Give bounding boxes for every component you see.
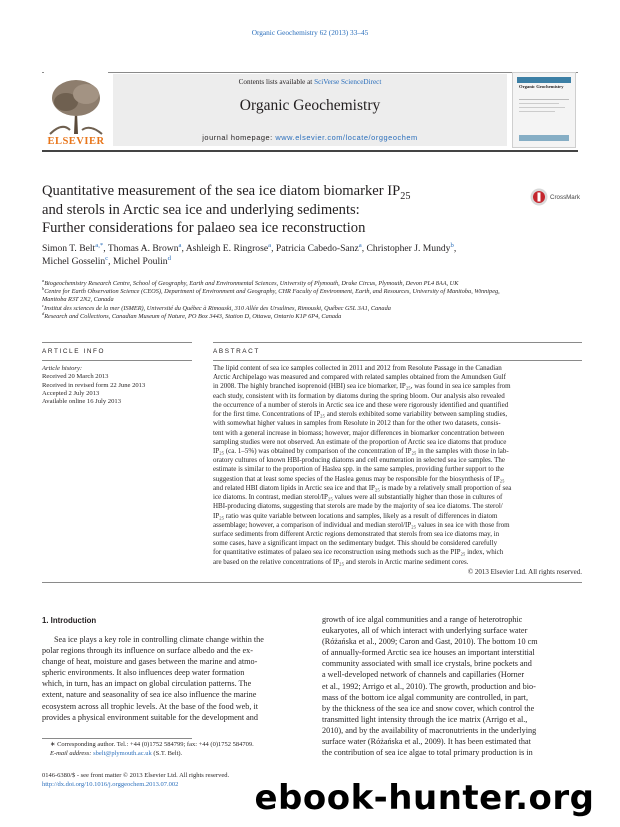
title-line-1: Quantitative measurement of the sea ice diatom biomarker $IP_{25}$ <box>42 183 411 202</box>
affiliation-a: $^a$Biogeochemistry Research Centre, School of Geography, Earth and Environmental Sciences, University of Plymouth, Drake Circus, Plymouth, Devon PL4 8AA, UK <box>42 277 459 287</box>
abstract-line: assemblage; however, a comparison of individual and median sterol/IP₂₅ values in sea ice with those from <box>213 520 510 529</box>
abstract-line: some cases, have a significant impact on the sedimentary budget. This should be considered carefully <box>213 539 498 548</box>
footnote-rule <box>42 738 192 739</box>
intro-right-line: et al., 1992; Arrigo et al., 2010). The growth, production and bio- <box>322 681 536 691</box>
abstract-bottom-rule <box>42 582 582 583</box>
history-revised: Received in revised form 22 June 2013 <box>42 381 146 389</box>
intro-left-line: extent, nature and seasonality of sea ice also influence the marine <box>42 690 257 700</box>
cover-title: Organic Geochemistry <box>519 84 564 89</box>
section-heading-introduction: 1. Introduction <box>42 616 97 625</box>
intro-left-column <box>42 634 300 723</box>
homepage-link[interactable]: www.elsevier.com/locate/orggeochem <box>275 133 418 142</box>
watermark-overlay <box>232 776 617 822</box>
watermark-text: ebook-hunter.org <box>254 778 595 818</box>
affiliation-b-cont: Manitoba R3T 2N2, Canada <box>42 296 114 304</box>
intro-left-line: which, in turn, has an impact on global circulation patterns. The <box>42 679 252 689</box>
affiliations <box>42 277 582 321</box>
bottom-meta <box>42 772 229 790</box>
elsevier-tree-icon <box>44 72 108 136</box>
abstract-line: each study, consistent with its formation by diatoms during the spring bloom. Our analysis also revealed <box>213 391 505 400</box>
author-gosselin[interactable]: Michel Gosselin <box>42 255 106 267</box>
abstract-line: IP₂₅ ratio was quite variable between locations and samples, likely as a result of differences in diatom <box>213 511 498 520</box>
author-poulin[interactable]: , Michel Poulin <box>108 255 168 267</box>
masthead-bottom-rule <box>42 150 578 152</box>
intro-right-line: growth of ice algal communities and a range of heterotrophic <box>322 615 523 624</box>
author-brown[interactable]: , Thomas A. Brown <box>103 243 179 254</box>
intro-right-line: (Różańska et al., 2009; Caron and Gast, 2010). The bottom 10 cm <box>322 637 538 647</box>
intro-right-line: mass of the bottom ice algal community are controlled, in part, <box>322 692 528 702</box>
intro-right-line: 2010), and by the availability of macronutrients in the underlying <box>322 725 537 735</box>
crossmark-label: CrossMark <box>550 194 580 201</box>
affiliation-b: $^b$Centre for Earth Observation Science (CEOS), Department of Environment and Geography, CHR Faculty of Environment, Earth, and Resources, University of Manitoba, Winnipeg, <box>42 286 500 296</box>
intro-left-line: Sea ice plays a key role in controlling climate change within the <box>54 635 264 644</box>
abstract-line: for the first time. Concentrations of IP₂₅ and sterols exhibited some variability between sampling studies, <box>213 410 508 419</box>
title-line-2: and sterols in Arctic sea ice and underlying sediments: <box>42 201 360 218</box>
journal-name: Organic Geochemistry <box>239 97 381 114</box>
article-title <box>42 182 482 238</box>
intro-right-line: surface water (Różańska et al., 2009). It has been estimated that <box>322 737 531 747</box>
journal-cover <box>512 72 576 148</box>
elsevier-logo <box>44 72 108 148</box>
masthead-top-rule <box>42 72 578 73</box>
homepage-line <box>113 133 507 142</box>
intro-right-line: a well-developed network of channels and capillaries (Horner <box>322 670 525 680</box>
affiliation-c: $^c$Institut des sciences de la mer (ISMER), Université du Québec à Rimouski, 310 Allée des Ursulines, Rimouski, Québec G5L 3A1, Canada <box>42 302 391 312</box>
footnote <box>50 741 308 758</box>
author-cabedo-sanz[interactable]: , Patricia Cabedo-Sanz <box>271 243 359 254</box>
intro-left-line: change of heat, moisture and gases between the marine and atmo- <box>42 657 258 667</box>
abstract-line: and related HBI diatom lipids in Arctic sea ice and that IP₂₅ is made by a relatively small proportion of sea <box>213 483 512 492</box>
abstract-line: Arctic Archipelago was measured and compared with related samples obtained from the Amundsen Gulf <box>213 373 506 382</box>
abstract-line: are based on the relative concentrations of IP₂₅ and sterols in Arctic marine sediment cores. <box>213 557 469 566</box>
abstract-line: for quantitative estimates of palaeo sea ice reconstruction using methods such as the PIP₂₅ index, which <box>213 548 504 557</box>
author-belt[interactable]: Simon T. Belt <box>42 243 96 254</box>
intro-right-column <box>322 614 582 758</box>
footnote-corresponding: ∗ Corresponding author. Tel.: +44 (0)1752 584799; fax: +44 (0)1752 584709. <box>50 741 254 748</box>
history-accepted: Accepted 2 July 2013 <box>42 389 100 397</box>
authors-line-1: Simon T. Belt$^{a,*}$, Thomas A. Brown$^a$, Ashleigh E. Ringrose$^a$, Patricia Cabedo-Sanz$^a$, Christopher J. Mundy$^b$, <box>42 241 457 254</box>
crossmark-icon <box>530 188 548 206</box>
abstract-line: HBI-producing diatoms, suggesting that sterols are made by the majority of sea ice diatoms. The sterol/ <box>213 502 503 511</box>
email-link[interactable]: sbelt@plymouth.ac.uk <box>93 749 152 757</box>
history-received: Received 20 March 2013 <box>42 373 109 381</box>
article-info-heading: ARTICLE INFO <box>42 348 106 355</box>
homepage-prefix: journal homepage: <box>202 133 276 142</box>
abstract-line: ice diatoms. In contrast, median sterol/IP₂₅ values were all substantially higher than those in cultures of <box>213 493 503 502</box>
abstract-line: the occurrence of a number of sterols in Arctic sea ice and these were rigorously identified and quantified <box>213 400 509 409</box>
intro-right-line: of annually-formed Arctic sea ice houses an important interstitial <box>322 648 535 658</box>
sciencedirect-link[interactable]: SciVerse ScienceDirect <box>314 78 382 86</box>
abstract-line: oratory cultures of known HBI-producing diatoms and cell enumeration in selected sea ice samples. The <box>213 456 506 465</box>
author-ringrose[interactable]: , Ashleigh E. Ringrose <box>181 243 269 254</box>
article-history <box>42 365 145 406</box>
author-mundy[interactable]: , Christopher J. Mundy <box>361 243 451 254</box>
intro-left-line: ecosystem across all trophic levels. At the base of the food web, it <box>42 701 259 711</box>
intro-left-line: spheric environments. It also influences deep water formation <box>42 668 245 678</box>
abstract-line: in 2008. The highly branched isoprenoid (HBI) sea ice biomarker, IP₂₅, was found in sea ice samples from <box>213 382 511 391</box>
footnote-email: E-mail address: sbelt@plymouth.ac.uk (S.T. Belt). <box>50 749 183 757</box>
cover-stripe <box>517 77 571 83</box>
issn-line: 0146-6380/$ - see front matter © 2013 Elsevier Ltd. All rights reserved. <box>42 772 230 779</box>
abstract-line: suggestion that at least some species of the Haslea genus may be responsible for the biosynthesis of IP₂₅ <box>213 474 505 483</box>
intro-right-line: the contribution of sea ice algae to total primary production is in <box>322 748 533 758</box>
abstract-body <box>213 364 582 567</box>
abstract-line: sampling studies were not observed. An estimate of the proportion of Arctic sea ice diatoms that produce <box>213 437 507 446</box>
abstract-copyright: © 2013 Elsevier Ltd. All rights reserved. <box>467 568 582 576</box>
crossmark-badge[interactable] <box>530 186 582 210</box>
affiliation-d: $^d$Research and Collections, Canadian Museum of Nature, PO Box 3443, Station D, Ottawa, Ontario K1P 6P4, Canada <box>42 310 342 320</box>
authors-line-2: Michel Gosselin$^c$, Michel Poulin$^d$ <box>42 254 171 267</box>
doi-link[interactable]: http://dx.doi.org/10.1016/j.orggeochem.2013.07.002 <box>42 780 179 788</box>
abstract-heading: ABSTRACT <box>213 348 260 355</box>
abstract-line: with somewhat higher values in samples from Resolute in 2012 than for the other two datasets, consis- <box>213 419 501 428</box>
abstract-line: The lipid content of sea ice samples collected in 2011 and 2012 from Resolute Passage in the Canadian <box>213 364 502 372</box>
intro-right-line: eukaryotes, all of which interact with underlying surface water <box>322 626 528 636</box>
abstract-line: IP₂₅ (ca. 1–5%) was obtained by comparison of the concentration of IP₂₅ in the samples with those in lab- <box>213 446 509 455</box>
author-list <box>42 243 582 268</box>
title-line-3: Further considerations for palaeo sea ice reconstruction <box>42 220 366 236</box>
abstract-line: tent with a general increase in biomass; however, major differences in biomarker concentration between <box>213 428 505 437</box>
elsevier-wordmark: ELSEVIER <box>47 136 105 147</box>
abstract-line: estimate is similar to the proportion of Haslea spp. in the same samples, providing further support to the <box>213 465 505 474</box>
intro-right-line: community associated with small ice crystals, brine pockets and <box>322 659 532 669</box>
contents-line <box>113 78 507 86</box>
contents-prefix: Contents lists available at <box>238 78 315 86</box>
intro-left-line: polar regions through its influence on surface albedo and the ex- <box>42 646 253 656</box>
history-label: Article history: <box>42 365 83 372</box>
intro-right-line: transmitted light intensity through the ice matrix (Arrigo et al., <box>322 714 528 724</box>
intro-left-line: provides a physical environment suitable for the development and <box>42 712 258 722</box>
abstract-line: surface sediments from different Arctic regions demonstrated that sterols from sea ice diatoms may, in <box>213 529 500 538</box>
journal-reference[interactable]: Organic Geochemistry 62 (2013) 33–45 <box>251 28 369 37</box>
intro-right-line: by the thickness of the sea ice and snow cover, which control the <box>322 703 535 713</box>
history-online: Available online 16 July 2013 <box>42 398 121 406</box>
